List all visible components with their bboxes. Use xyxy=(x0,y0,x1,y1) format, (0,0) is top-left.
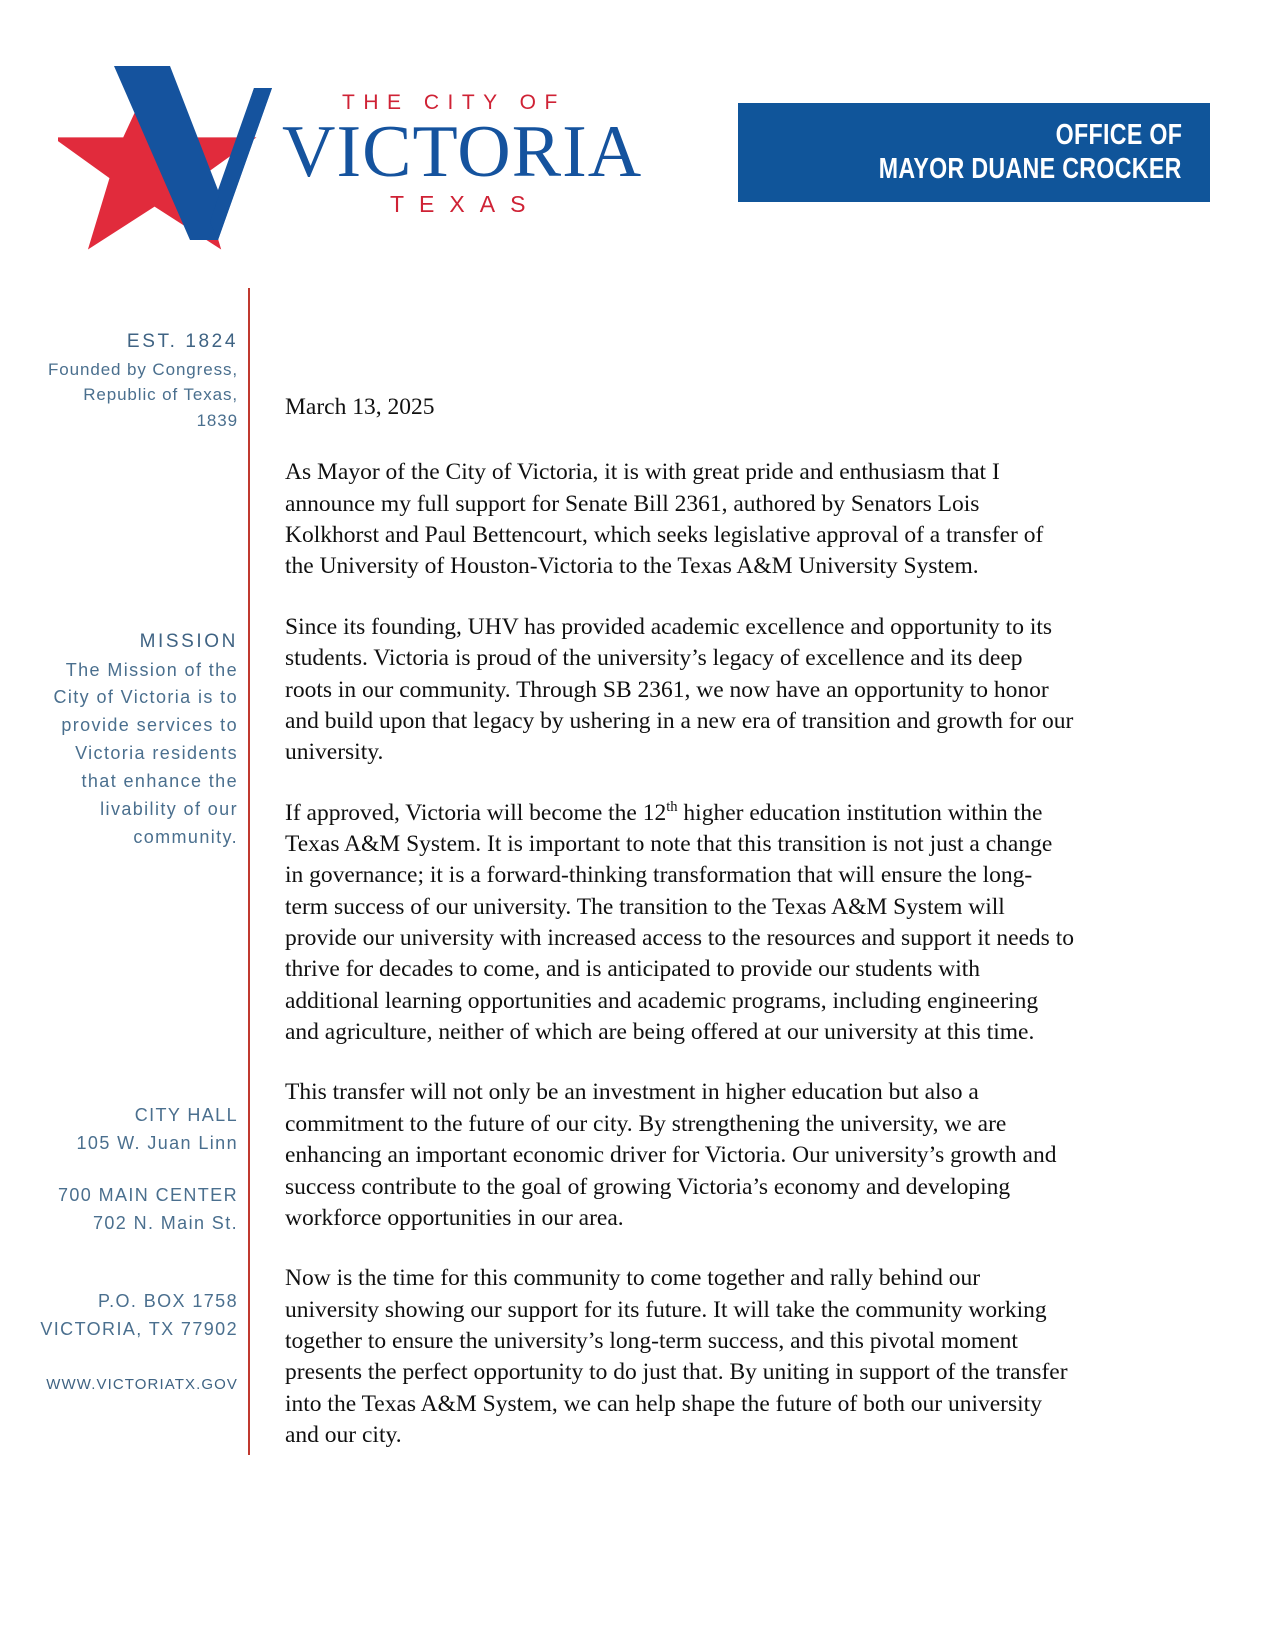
letter-body xyxy=(285,392,1075,1451)
mission-line-6: livability of our xyxy=(100,798,238,819)
mission-heading: MISSION xyxy=(139,631,238,652)
wordmark-line-the-city-of: THE CITY OF xyxy=(342,91,566,114)
letter-paragraph-2: Since its founding, UHV has provided academic excellence and opportunity to its students. Victoria is proud of the university’s legacy of excellence and its deep roots in our community. Through SB 2361, we now have an opportunity to honor and build upon that legacy by ushering in a new era of transition and growth for our university. xyxy=(285,613,1074,766)
letter-paragraph-4: This transfer will not only be an investment in higher education but also a commitment to the future of our city. By strengthening the university, we are enhancing an important economic driver for Victoria. Our university’s growth and success contribute to the goal of growing Victoria’s economy and developing workforce opportunities in our area. xyxy=(285,1079,1057,1231)
website-url[interactable]: WWW.VICTORIATX.GOV xyxy=(46,1376,238,1393)
sidebar-city-hall-block xyxy=(20,1102,238,1158)
sidebar-po-box-block xyxy=(20,1288,238,1344)
banner-line-office-of: OFFICE OF xyxy=(1055,119,1182,152)
city-wordmark xyxy=(282,92,682,216)
paragraph-3-text-before: If approved, Victoria will become the 12 xyxy=(285,799,667,826)
city-hall-address: 105 W. Juan Linn xyxy=(76,1132,238,1153)
victoria-star-check-icon xyxy=(58,62,306,252)
banner-line-mayor-name: MAYOR DUANE CROCKER xyxy=(879,152,1182,185)
letter-paragraph-3 xyxy=(285,798,1075,1049)
mission-line-3: provide services to xyxy=(61,715,238,736)
po-box-line: P.O. BOX 1758 xyxy=(98,1291,238,1311)
mission-line-7: community. xyxy=(133,826,238,847)
established-line-3: 1839 xyxy=(196,411,238,431)
city-hall-heading: CITY HALL xyxy=(134,1105,238,1125)
sidebar-divider-line xyxy=(248,288,250,1455)
main-center-address: 702 N. Main St. xyxy=(92,1212,238,1233)
sidebar-website-block xyxy=(20,1376,238,1393)
wordmark-line-victoria: VICTORIA xyxy=(282,111,643,193)
ordinal-suffix: th xyxy=(666,798,678,815)
letter-paragraph-5: Now is the time for this community to come together and rally behind our university showing our support for its future. It will take the community working together to ensure the university’s long-term success, and this pivotal moment presents the perfect opportunity to do just that. By uniting in support of the transfer into the Texas A&M System, we can help shape the future of both our university and our city. xyxy=(285,1265,1068,1449)
wordmark-line-texas: TEXAS xyxy=(390,191,541,218)
established-heading: EST. 1824 xyxy=(126,331,238,352)
city-logo xyxy=(58,62,678,252)
main-center-heading: 700 MAIN CENTER xyxy=(57,1185,238,1205)
mission-line-4: Victoria residents xyxy=(75,743,238,764)
letter-date: March 13, 2025 xyxy=(285,394,435,420)
mission-line-2: City of Victoria is to xyxy=(53,687,238,708)
established-line-2: Republic of Texas, xyxy=(83,385,238,405)
po-box-city-state-zip: VICTORIA, TX 77902 xyxy=(40,1318,238,1339)
letter-paragraph-1: As Mayor of the City of Victoria, it is with great pride and enthusiasm that I announce my full support for Senate Bill 2361, authored by Senators Lois Kolkhorst and Paul Bettencourt, which seeks legislative approval of a transfer of the University of Houston-Victoria to the Texas A&M University System. xyxy=(285,459,1044,580)
office-of-mayor-banner xyxy=(738,103,1210,202)
paragraph-3-text-after: higher education institution within the Texas A&M System. It is important to note that this transition is not just a change in governance; it is a forward-thinking transformation that will ensure the long-term success of our university. The transition to the Texas A&M System will provide our university with increased access to the resources and support it needs to thrive for decades to come, and is anticipated to provide our students with additional learning opportunities and academic programs, including engineering and agriculture, neither of which are being offered at our university at this time. xyxy=(285,799,1074,1046)
letterhead-header xyxy=(0,0,1265,268)
mission-line-5: that enhance the xyxy=(81,771,238,792)
established-line-1: Founded by Congress, xyxy=(48,359,238,379)
sidebar-mission-block xyxy=(20,628,238,852)
mission-line-1: The Mission of the xyxy=(65,659,238,680)
sidebar-main-center-block xyxy=(20,1182,238,1238)
sidebar-established-block xyxy=(20,328,238,434)
